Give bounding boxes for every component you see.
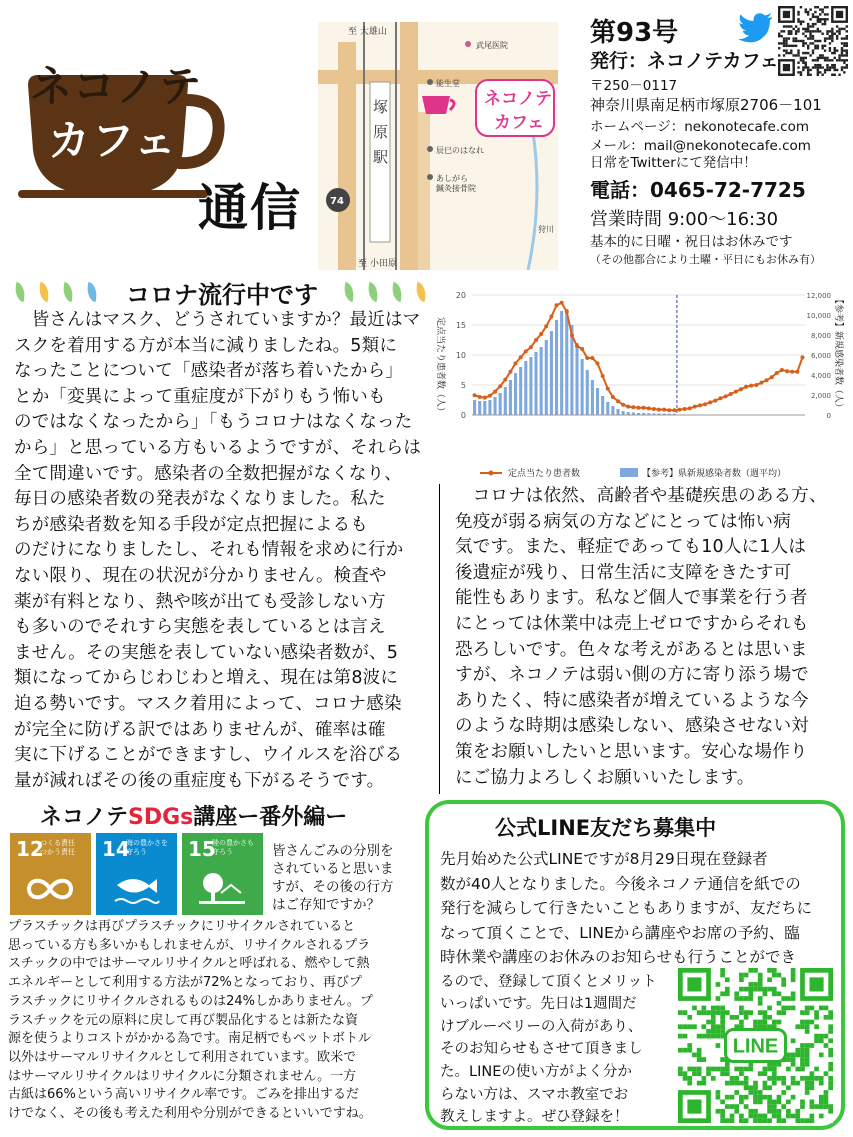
sdgs-body-line: 以外はサーマルリサイクルとして利用されています。欧米で — [8, 1049, 357, 1065]
chart-point — [713, 399, 717, 403]
chart-bar — [524, 361, 527, 415]
corona-right-line: にとっては休業中は売上ゼロですからそれも — [455, 614, 809, 634]
chart-point — [483, 396, 487, 400]
map-place-2: 能生堂 — [436, 79, 460, 88]
chart-point — [672, 408, 676, 412]
leaf-icon — [12, 282, 28, 302]
corona-heading — [8, 275, 433, 307]
corona-left-line: スクを着用する方が本当に減りましたね。5類に — [14, 335, 398, 356]
map-station-char-2: 原 — [373, 123, 389, 141]
corona-right-line: ありたく、特に感染者が増えているような今 — [455, 690, 809, 711]
chart-point — [667, 408, 671, 412]
sdgs-side-line: 皆さんごみの分別を — [272, 843, 394, 859]
line-promo-narrow-line: るので、登録して頂くとメリット — [440, 973, 657, 990]
leaf-icon — [365, 282, 381, 302]
map-label-south: 至 小田原 — [358, 259, 397, 269]
chart-ytick-right-label: 0 — [826, 412, 831, 420]
chart-point — [478, 395, 482, 399]
chart-bar — [560, 311, 563, 415]
mail-link[interactable]: メール：mail@nekonotecafe.com — [590, 138, 811, 154]
leaf-icon — [389, 282, 405, 302]
corona-right-line: のような時期は感染しない、感染させない対 — [455, 716, 809, 737]
corona-left-line: から」と思っている方もいるようですが、それらは — [14, 438, 422, 458]
chart-bar — [535, 352, 538, 415]
chart-point — [734, 390, 738, 394]
chart-point — [488, 394, 492, 398]
map-river-label: 狩川 — [538, 225, 554, 234]
chart-series-line — [475, 303, 803, 410]
chart-bar — [545, 340, 548, 415]
map-shop-label-1: ネコノテ — [484, 89, 552, 109]
sdgs-body-line: ラスチックを元の原料に戻して再び製品化するとは新たな資 — [8, 1012, 358, 1028]
chart-point — [503, 378, 507, 382]
corona-left-line: なったことについて「感染者が落ち着いたから」 — [14, 361, 404, 382]
issue-number: 第93号 — [590, 18, 679, 48]
corona-left-line: 類になってからじわじわと増え、現在は第8波に — [14, 668, 399, 689]
line-promo-narrow-line: 教えしますよ。ぜひ登録を！ — [440, 1109, 629, 1126]
chart-point — [718, 396, 722, 400]
corona-title: コロナ流行中です — [126, 281, 318, 309]
sdgs-heading-suffix: 講座ー番外編ー — [193, 805, 348, 830]
masthead — [0, 0, 853, 275]
corona-right-line: すが、ネコノテは弱い側の方に寄り添う場で — [455, 665, 809, 686]
line-promo-line: 先月始めた公式LINEですが8月29日現在登録者 — [440, 850, 768, 868]
chart-point — [616, 399, 620, 403]
chart-bar — [473, 400, 476, 415]
holiday-info: 基本的に日曜・祝日はお休みです — [590, 234, 793, 250]
chart-legend-point-swatch — [489, 471, 494, 476]
chart-point — [693, 405, 697, 409]
map-shop-label-2: カフェ — [494, 113, 545, 133]
chart-bar — [586, 370, 589, 415]
chart-ytick-label: 0 — [460, 411, 466, 420]
chart-point — [524, 349, 528, 353]
chart-point — [529, 345, 533, 349]
chart-bar — [601, 396, 604, 415]
chart-point — [539, 332, 543, 336]
line-logo-label: LINE — [732, 1035, 779, 1058]
map-graphic — [318, 22, 558, 270]
chart-bar — [581, 359, 584, 415]
chart-point — [621, 403, 625, 407]
chart-point — [565, 310, 569, 314]
map-place-1: 武尾医院 — [476, 41, 508, 50]
sdg-goal-text: 海の豊かさを 守ろう — [126, 839, 168, 856]
sdgs-side-line: すが、その後の行方 — [272, 879, 394, 895]
line-qr-graphic — [678, 968, 833, 1123]
chart-ylabel-right: 【参考】新規感染者数（人） — [833, 295, 843, 413]
corona-right-line: 後遺症が残り、日常生活に支障をきたす可 — [455, 562, 792, 583]
line-promo-narrow-line: た。LINEの使い方がよく分か — [440, 1063, 632, 1080]
address: 神奈川県南足柄市塚原2706－101 — [590, 96, 822, 114]
corona-right-line: コロナは依然、高齢者や基礎疾患のある方、 — [455, 486, 827, 506]
chart-point — [534, 338, 538, 342]
sdgs-body-line: 源を使うよりコストがかかる為です。南足柄でもペットボトル — [8, 1031, 371, 1047]
chart-bar — [596, 388, 599, 415]
chart-point — [580, 347, 584, 351]
map-route-number: 74 — [330, 196, 344, 207]
chart-ytick-right-label: 8,000 — [810, 332, 831, 340]
chart-point — [601, 374, 605, 378]
chart-point — [698, 403, 702, 407]
twitter-note: 日常をTwitterにて発信中！ — [590, 155, 757, 171]
corona-left-line: 皆さんはマスク、どうされていますか？最近はマ — [14, 310, 421, 330]
chart-point — [642, 406, 646, 410]
corona-right-line: 免疫が弱る病気の方などにとっては怖い病 — [455, 511, 791, 532]
corona-left-line: のではなくなったから」「もうコロナはなくなった — [14, 412, 413, 433]
postal-code: 〒250－0117 — [590, 78, 678, 94]
chart-point — [590, 356, 594, 360]
corona-left-line: が完全に防げる訳ではありませんが、確率は確 — [14, 719, 386, 740]
corona-left-line: ない限り、現在の状況が分かりません。検査や — [14, 566, 387, 586]
chart-bar — [575, 343, 578, 415]
chart-ytick-right-label: 6,000 — [810, 352, 831, 360]
chart-ytick-right-label: 12,000 — [806, 292, 831, 300]
chart-bar — [494, 397, 497, 415]
access-map — [318, 22, 558, 270]
fish-icon — [111, 871, 161, 907]
qr-code-graphic — [778, 6, 848, 78]
chart-point — [596, 361, 600, 365]
chart-ytick-right-label: 10,000 — [806, 312, 831, 320]
corona-left-line: とか「変異によって重症度が下がりもう怖いも — [14, 386, 386, 407]
line-promo-narrow-line: らない方は、スマホ教室でお — [440, 1086, 629, 1103]
chart-bar — [606, 402, 609, 415]
chart-bar — [514, 373, 517, 415]
chart-point — [508, 370, 512, 374]
homepage-link[interactable]: ホームページ：nekonotecafe.com — [590, 119, 809, 135]
corona-left-line: 薬が有料となり、熱や咳が出ても受診しない方 — [14, 591, 386, 612]
map-place-3: 辰巳のはなれ — [436, 146, 484, 155]
chart-ytick-label: 20 — [455, 291, 466, 300]
phone-number: 電話：0465-72-7725 — [590, 178, 806, 202]
chart-bar — [565, 309, 568, 415]
corona-left-line: 実に下げることができますし、ウイルスを浴びる — [14, 745, 403, 766]
chart-point — [759, 381, 763, 385]
chart-bar — [483, 401, 486, 415]
chart-bar — [550, 331, 553, 415]
chart-point — [785, 369, 789, 373]
chart-bar — [611, 406, 614, 415]
chart-point — [683, 407, 687, 411]
leaf-icon — [341, 282, 357, 302]
chart-bar — [529, 357, 532, 415]
business-hours: 営業時間 9:00〜16:30 — [590, 209, 779, 230]
chart-point — [498, 384, 502, 388]
chart-point — [473, 393, 477, 397]
chart-point — [549, 315, 553, 319]
line-promo-line: なって頂くことで、LINEから講座やお席の予約、臨 — [440, 923, 800, 942]
chart-point — [688, 406, 692, 410]
sdg-goal-text: つくる責任 つかう責任 — [40, 839, 75, 856]
line-promo-narrow-line: いっぱいです。先日は1週間だ — [440, 996, 637, 1013]
chart-point — [708, 400, 712, 404]
chart-bar — [555, 320, 558, 415]
map-label-north: 至 大雄山 — [348, 27, 387, 37]
sdg-tile-14 — [96, 833, 177, 915]
chart-point — [631, 405, 635, 409]
corona-left-line: のだけになりましたし、それも情報を求めに行か — [14, 540, 404, 561]
chart-point — [647, 406, 651, 410]
corona-right-line: 恐ろしいです。色々な考えがあるとは思いま — [455, 639, 808, 660]
chart-point — [514, 361, 518, 365]
sdgs-body-line: けでなく、その後も考えた利用や分別ができるといいですね。 — [8, 1106, 372, 1121]
chart-point — [626, 405, 630, 409]
sdgs-side-line: されていると思いま — [272, 861, 394, 877]
website-qr-code[interactable] — [778, 6, 848, 78]
line-promo-narrow-line: そのお知らせもさせて頂きまし — [440, 1041, 643, 1058]
sdgs-side-line: はご存知ですか？ — [272, 897, 380, 913]
chart-ytick-label: 10 — [455, 351, 466, 360]
chart-point — [657, 408, 661, 412]
corona-left-line: 迫る勢いです。マスク着用によって、コロナ感染 — [14, 694, 402, 714]
chart-point — [585, 356, 589, 360]
chart-point — [790, 370, 794, 374]
chart-point — [795, 370, 799, 374]
corona-left-line: も多いのでそれすら実態を表しているとは言え — [14, 617, 386, 638]
sdgs-body-line: スチックの中ではサーマルリサイクルと呼ばれる、燃やして熱 — [8, 956, 370, 972]
line-qr-code[interactable] — [678, 968, 833, 1123]
chart-bar — [488, 400, 491, 415]
line-promo-title: 公式LINE友だち募集中 — [495, 816, 717, 840]
twitter-bird-icon[interactable] — [738, 12, 774, 44]
corona-right-line: 気です。また、軽症であっても10人に1人は — [455, 537, 807, 558]
corona-left-line: 毎日の感染者数の発表がなくなりました。私た — [14, 489, 386, 510]
publisher: 発行：ネコノテカフェ — [590, 50, 779, 72]
sdgs-body-line: プラスチックは再びプラスチックにリサイクルされていると — [8, 919, 356, 934]
chart-point — [652, 407, 656, 411]
map-place-5: 鍼灸接骨院 — [436, 184, 476, 193]
sdgs-body-line: ラスチックにリサイクルされるものは24%しかありません。プ — [8, 993, 373, 1009]
logo-text-line2: カフェ — [48, 116, 178, 165]
chart-point — [611, 395, 615, 399]
chart-point — [724, 394, 728, 398]
chart-point — [662, 408, 666, 412]
chart-point — [775, 371, 779, 375]
column-divider — [439, 484, 440, 794]
chart-point — [575, 344, 579, 348]
chart-bar — [519, 367, 522, 415]
chart-point — [703, 402, 707, 406]
sdgs-body-line: はサーマルリサイクルはリサイクルに分類されません。一方 — [8, 1068, 357, 1084]
chart-point — [770, 375, 774, 379]
chart-point — [739, 387, 743, 391]
leaf-icon — [36, 282, 52, 302]
chart-point — [765, 378, 769, 382]
sdgs-body-line: エネルギーとして利用する方法が72%となっており、再びプ — [8, 975, 362, 991]
chart-bar — [478, 401, 481, 415]
sdgs-heading — [40, 800, 347, 831]
chart-point — [519, 355, 523, 359]
corona-left-line: 量が減ればその後の重症度も下がるそうです。 — [14, 770, 385, 791]
chart-point — [555, 303, 559, 307]
chart-ytick-label: 5 — [460, 381, 466, 390]
line-promo-line: 時休業や講座のお休みのお知らせも行うことができ — [440, 948, 797, 966]
chart-ytick-right-label: 2,000 — [810, 392, 831, 400]
map-station-char-1: 塚 — [373, 98, 389, 116]
sdg-number: 12 — [16, 837, 44, 861]
chart-point — [749, 384, 753, 388]
sdgs-heading-logo: SDGs — [128, 805, 194, 830]
sdg-goal-text: 陸の豊かさも 守ろう — [212, 839, 254, 856]
map-place-4: あしがら — [436, 174, 468, 183]
chart-point — [606, 387, 610, 391]
chart-bar — [499, 393, 502, 415]
corona-right-line: にご協力よろしくお願いいたします。 — [455, 767, 755, 788]
chart-ytick-label: 15 — [455, 321, 466, 330]
corona-left-line: ません。その実態を表していない感染者数が、5 — [14, 642, 399, 663]
chart-point — [560, 301, 564, 305]
sdg-number: 14 — [102, 837, 130, 861]
line-promo-line: 発行を減らして行きたいこともありますが、友だちに — [440, 899, 813, 917]
sdg-number: 15 — [188, 837, 216, 861]
line-promo-narrow-line: けブルーベリーの入荷があり、 — [440, 1018, 643, 1035]
chart-legend-label: 【参考】県新規感染者数（週平均） — [642, 469, 787, 479]
chart-point — [744, 385, 748, 389]
corona-left-line: 全て間違いです。感染者の全数把握がなくなり、 — [14, 463, 402, 484]
leaf-icon — [84, 282, 100, 302]
chart-bar — [509, 380, 512, 415]
logo-text-line1: ネコノテ — [30, 62, 203, 111]
tree-icon — [197, 871, 247, 907]
map-station-char-3: 駅 — [373, 148, 389, 166]
corona-right-line: 能性もあります。私など個人で事業を行う者 — [455, 588, 808, 609]
corona-left-line: ちが感染者数を知る手段が定点把握によるも — [14, 514, 368, 535]
sdgs-heading-prefix: ネコノテ — [40, 805, 129, 830]
logo-text-line3: 通信 — [198, 179, 302, 237]
chart-point — [754, 383, 758, 387]
chart-point — [493, 390, 497, 394]
chart-bar — [616, 409, 619, 415]
chart-point — [729, 392, 733, 396]
sdg-tile-15 — [182, 833, 263, 915]
chart-ylabel: 定点当たり患者数（人） — [435, 317, 445, 417]
sdgs-body-line: 古紙は66%という高いリサイクル率です。ごみを排出するだ — [8, 1087, 360, 1103]
chart-bar — [591, 380, 594, 415]
chart-bar — [540, 347, 543, 415]
chart-bar — [622, 411, 625, 415]
covid-chart — [420, 287, 850, 482]
chart-legend-bar-swatch — [620, 468, 638, 477]
chart-point — [637, 406, 641, 410]
corona-right-line: 策をお願いしたいと思います。安心な場作り — [455, 742, 808, 762]
chart-ytick-right-label: 4,000 — [810, 372, 831, 380]
line-promo-line: 数が40人となりました。今後ネコノテ通信を紙での — [440, 874, 801, 893]
chart-legend-label: 定点当たり患者数 — [508, 469, 581, 479]
chart-point — [544, 324, 548, 328]
chart-bar — [504, 387, 507, 415]
chart-point — [570, 333, 574, 337]
leaf-icon — [60, 282, 76, 302]
infinity-icon — [25, 871, 75, 907]
chart-point — [677, 408, 681, 412]
chart-point — [780, 368, 784, 372]
sdg-tile-12 — [10, 833, 91, 915]
holiday-note: （その他都合により土曜・平日にもお休み有） — [590, 253, 821, 266]
sdgs-body-line: 思っている方も多いかもしれませんが、リサイクルされるプラ — [8, 937, 371, 953]
chart-point — [800, 355, 804, 359]
